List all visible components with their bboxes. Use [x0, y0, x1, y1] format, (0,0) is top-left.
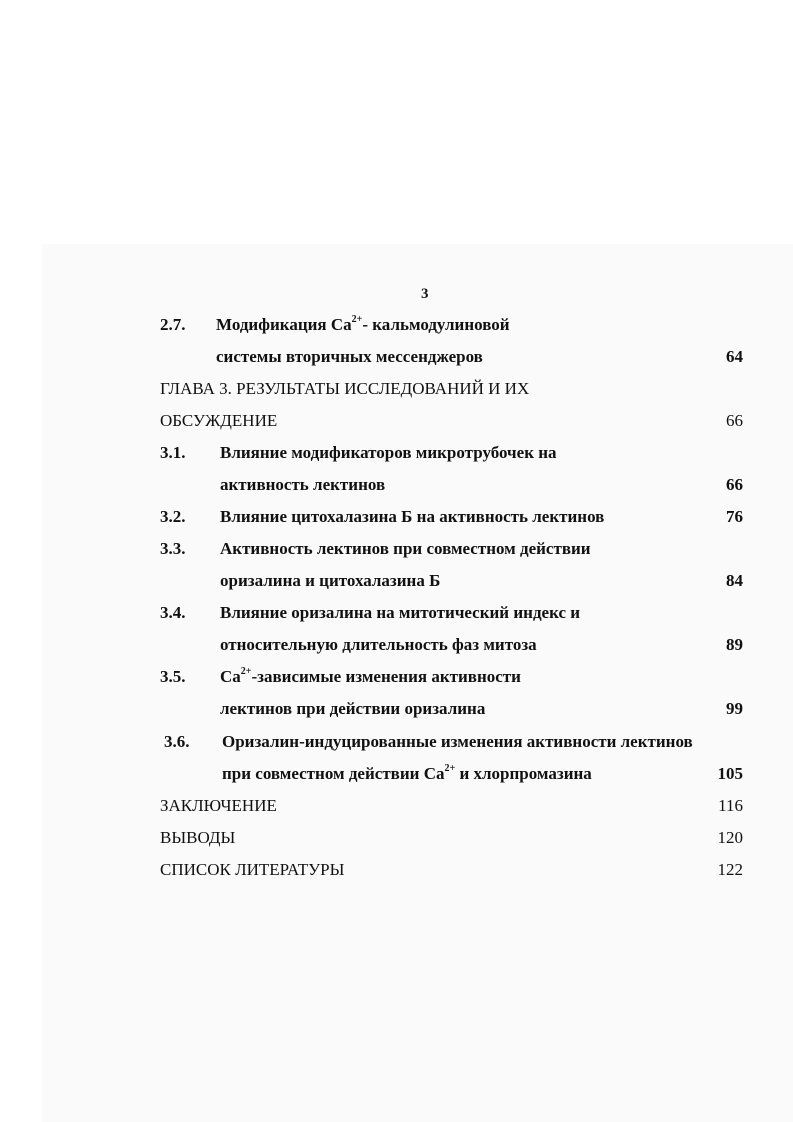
section-number: 3.6.	[164, 732, 190, 751]
page-ref: 99	[726, 699, 743, 718]
page-ref: 122	[717, 860, 743, 879]
page-number: 3	[421, 286, 429, 302]
chapter-title: СПИСОК ЛИТЕРАТУРЫ	[160, 860, 345, 879]
page-ref: 84	[726, 571, 743, 590]
section-title: оризалина и цитохалазина Б	[220, 571, 441, 590]
section-title: Оризалин-индуцированные изменения активности лектинов	[222, 732, 693, 751]
toc-entry	[0, 473, 793, 497]
toc-entry	[0, 697, 793, 721]
section-title: Влияние оризалина на митотический индекс и	[220, 603, 581, 622]
superscript: 2+	[240, 666, 252, 678]
toc-entry	[0, 409, 793, 433]
superscript: 2+	[444, 763, 456, 775]
chapter-title: ГЛАВА 3. РЕЗУЛЬТАТЫ ИССЛЕДОВАНИЙ И ИХ	[160, 379, 530, 398]
page-ref: 120	[717, 828, 743, 847]
page-ref: 76	[726, 507, 743, 526]
toc-entry	[0, 505, 793, 529]
page-ref: 105	[717, 764, 743, 783]
page-ref: 116	[718, 796, 743, 815]
toc-entry	[0, 569, 793, 593]
toc-entry	[0, 601, 793, 625]
toc-entry	[0, 633, 793, 657]
section-title: Влияние модификаторов микротрубочек на	[220, 443, 557, 462]
toc-entry	[0, 345, 793, 369]
toc-entry	[0, 441, 793, 465]
section-number: 3.4.	[160, 603, 186, 622]
toc-entry	[0, 762, 793, 786]
section-title: при совместном действии $Ca^{2+}$ и хлорпромазина	[222, 763, 592, 783]
toc-entry	[0, 826, 793, 850]
chapter-title: ОБСУЖДЕНИЕ	[160, 411, 278, 430]
toc-entry	[0, 858, 793, 882]
toc-entry	[0, 313, 793, 337]
section-title: активность лектинов	[220, 475, 386, 494]
chapter-title: ВЫВОДЫ	[160, 828, 236, 847]
section-title: Активность лектинов при совместном действии	[220, 539, 591, 558]
toc-entry	[0, 730, 793, 754]
section-number: 3.2.	[160, 507, 186, 526]
page-ref: 66	[726, 411, 743, 430]
section-title: Влияние цитохалазина Б на активность лектинов	[220, 507, 605, 526]
page-ref: 66	[726, 475, 743, 494]
section-number: 3.1.	[160, 443, 186, 462]
toc-entry	[0, 377, 793, 401]
section-number: 3.3.	[160, 539, 186, 558]
page-ref: 89	[726, 635, 743, 654]
toc-entry	[0, 537, 793, 561]
section-title: относительную длительность фаз митоза	[220, 635, 537, 654]
section-title: Модификация $Ca^{2+}-$ кальмодулиновой	[216, 314, 510, 334]
superscript: 2+	[351, 314, 363, 326]
section-number: 2.7.	[160, 315, 186, 334]
section-title: системы вторичных мессенджеров	[216, 347, 483, 366]
page-ref: 64	[726, 347, 743, 366]
toc-entry	[0, 665, 793, 689]
section-number: 3.5.	[160, 667, 186, 686]
section-title: лектинов при действии оризалина	[220, 699, 486, 718]
toc-entry	[0, 794, 793, 818]
chapter-title: ЗАКЛЮЧЕНИЕ	[160, 796, 277, 815]
section-title: $Ca^{2+}$-зависимые изменения активности	[220, 666, 521, 686]
